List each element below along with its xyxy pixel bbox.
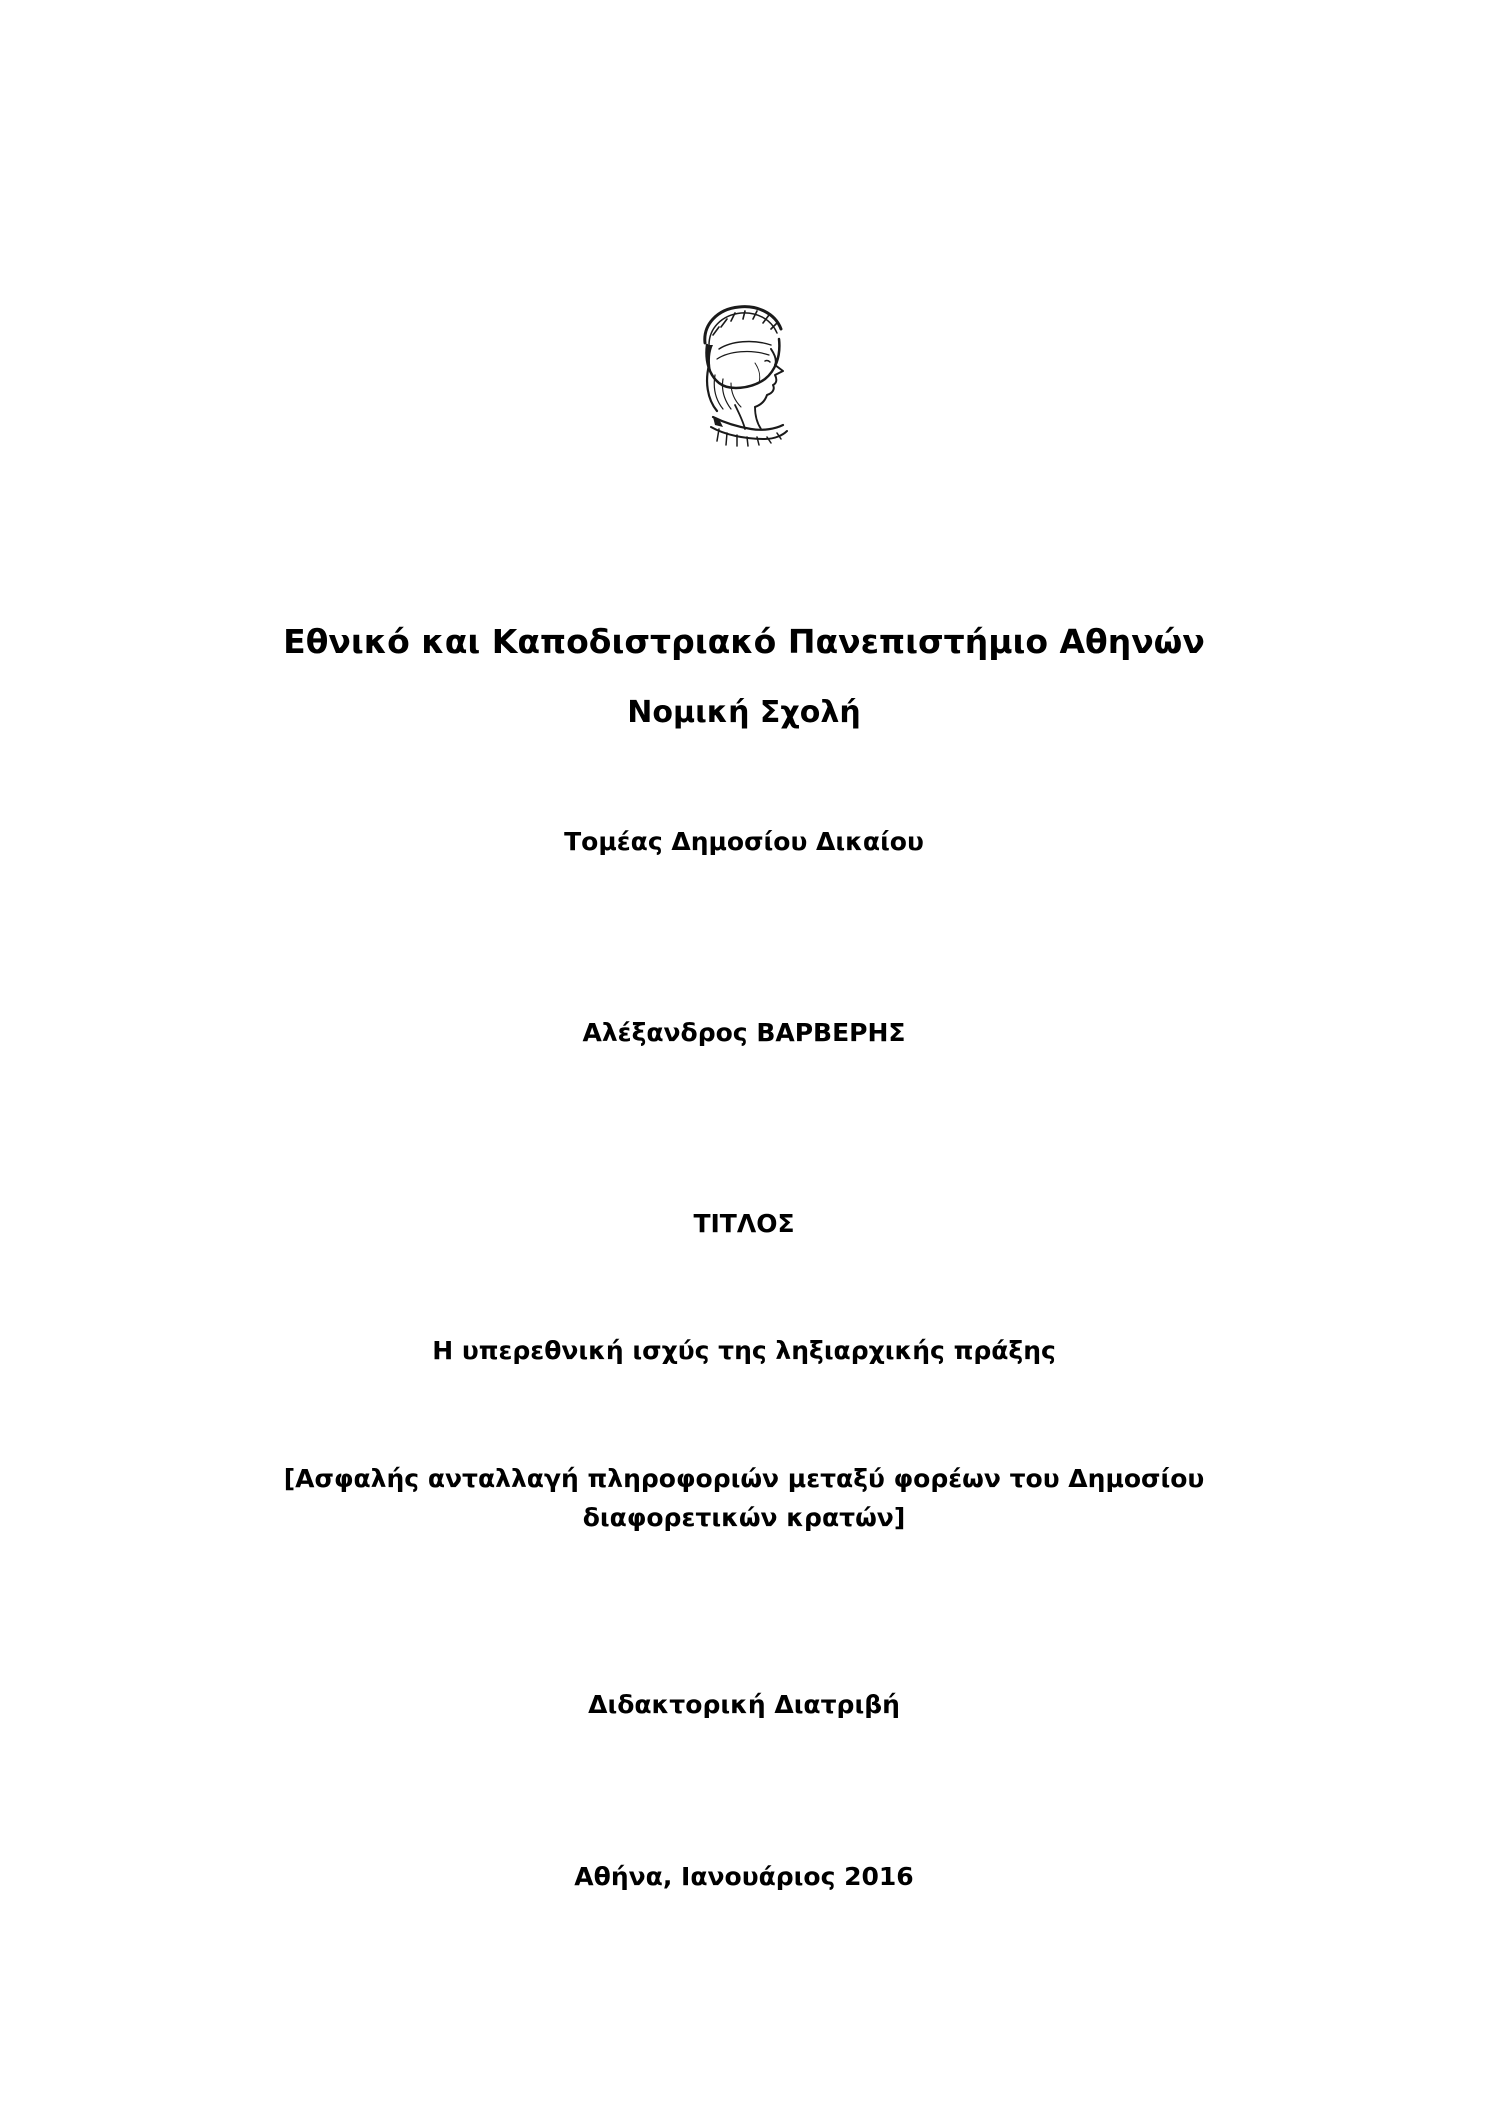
thesis-title: Η υπερεθνική ισχύς της ληξιαρχικής πράξης (432, 1336, 1056, 1365)
place-and-date: Αθήνα, Ιανουάριος 2016 (574, 1862, 914, 1891)
school-name: Νομική Σχολή (627, 695, 861, 730)
athena-helmet-seal-icon (695, 305, 795, 447)
university-name: Εθνικό και Καποδιστριακό Πανεπιστήμιο Αθηνών (283, 622, 1205, 661)
title-label: ΤΙΤΛΟΣ (693, 1209, 795, 1238)
author-name: Αλέξανδρος ΒΑΡΒΕΡΗΣ (582, 1018, 906, 1047)
thesis-subtitle-line-1: [Ασφαλής ανταλλαγή πληροφοριών μεταξύ φορέων του Δημοσίου (283, 1464, 1205, 1493)
department-name: Τομέας Δημοσίου Δικαίου (564, 827, 924, 856)
thesis-subtitle-line-2: διαφορετικών κρατών] (582, 1503, 906, 1532)
document-type: Διδακτορική Διατριβή (588, 1690, 900, 1719)
